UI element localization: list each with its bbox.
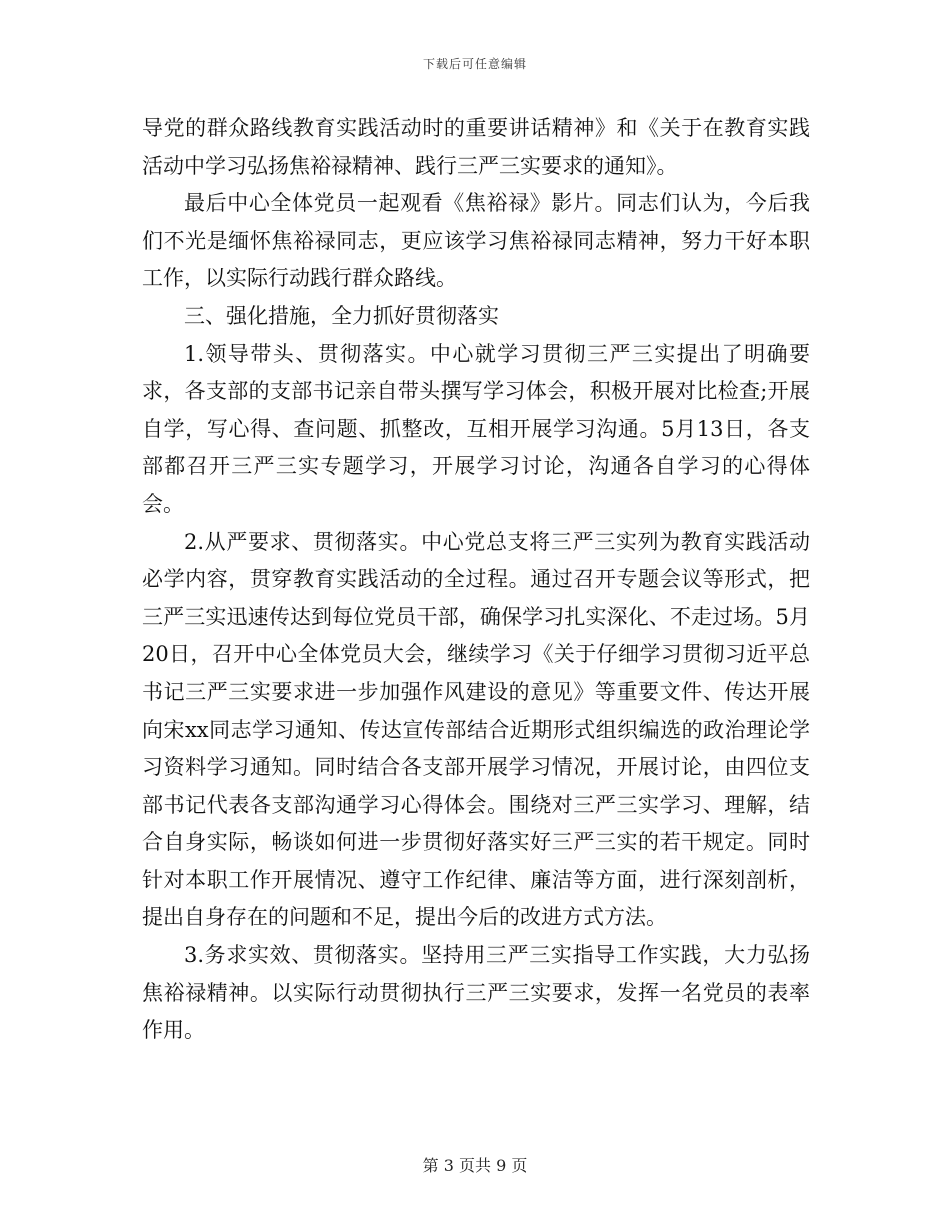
paragraph-item-2: 2.从严要求、贯彻落实。中心党总支将三严三实列为教育实践活动必学内容，贯穿教育实践活动的全过程。通过召开专题会议等形式，把三严三实迅速传达到每位党员干部，确保学习扎实深化、不走过场。5月20日，召开中心全体党员大会，继续学习《关于仔细学习贯彻习近平总书记三严三实要求进一步加强作风建设的意见》等重要文件、传达开展向宋xx同志学习通知、传达宣传部结合近期形式组织编选的政治理论学习资料学习通知。同时结合各支部开展学习情况，开展讨论，由四位支部书记代表各支部沟通学习心得体会。围绕对三严三实学习、理解，结合自身实际，畅谈如何进一步贯彻好落实好三严三实的若干规定。同时针对本职工作开展情况、遵守工作纪律、廉洁等方面，进行深刻剖析，提出自身存在的问题和不足，提出今后的改进方式方法。 bbox=[142, 529, 810, 930]
paragraph-item-3: 3.务求实效、贯彻落实。坚持用三严三实指导工作实践，大力弘扬焦裕禄精神。以实际行动贯彻执行三严三实要求，发挥一名党员的表率作用。 bbox=[142, 943, 810, 1043]
page-header: 下载后可任意编辑 bbox=[422, 57, 527, 71]
paragraph-film-viewing: 最后中心全体党员一起观看《焦裕禄》影片。同志们认为，今后我们不光是缅怀焦裕禄同志，更应该学习焦裕禄同志精神，努力干好本职工作，以实际行动践行群众路线。 bbox=[142, 191, 810, 291]
paragraph-item-1: 1.领导带头、贯彻落实。中心就学习贯彻三严三实提出了明确要求，各支部的支部书记亲自带头撰写学习体会，积极开展对比检查;开展自学，写心得、查问题、抓整改，互相开展学习沟通。5月13日，各支部都召开三严三实专题学习，开展学习讨论，沟通各自学习的心得体会。 bbox=[142, 341, 810, 516]
page-number: 第 3 页共 9 页 bbox=[422, 1156, 528, 1175]
section-heading-3: 三、强化措施，全力抓好贯彻落实 bbox=[184, 303, 499, 328]
document-body bbox=[142, 110, 810, 1050]
paragraph-continuation: 导党的群众路线教育实践活动时的重要讲话精神》和《关于在教育实践活动中学习弘扬焦裕禄精神、践行三严三实要求的通知》。 bbox=[142, 116, 810, 178]
